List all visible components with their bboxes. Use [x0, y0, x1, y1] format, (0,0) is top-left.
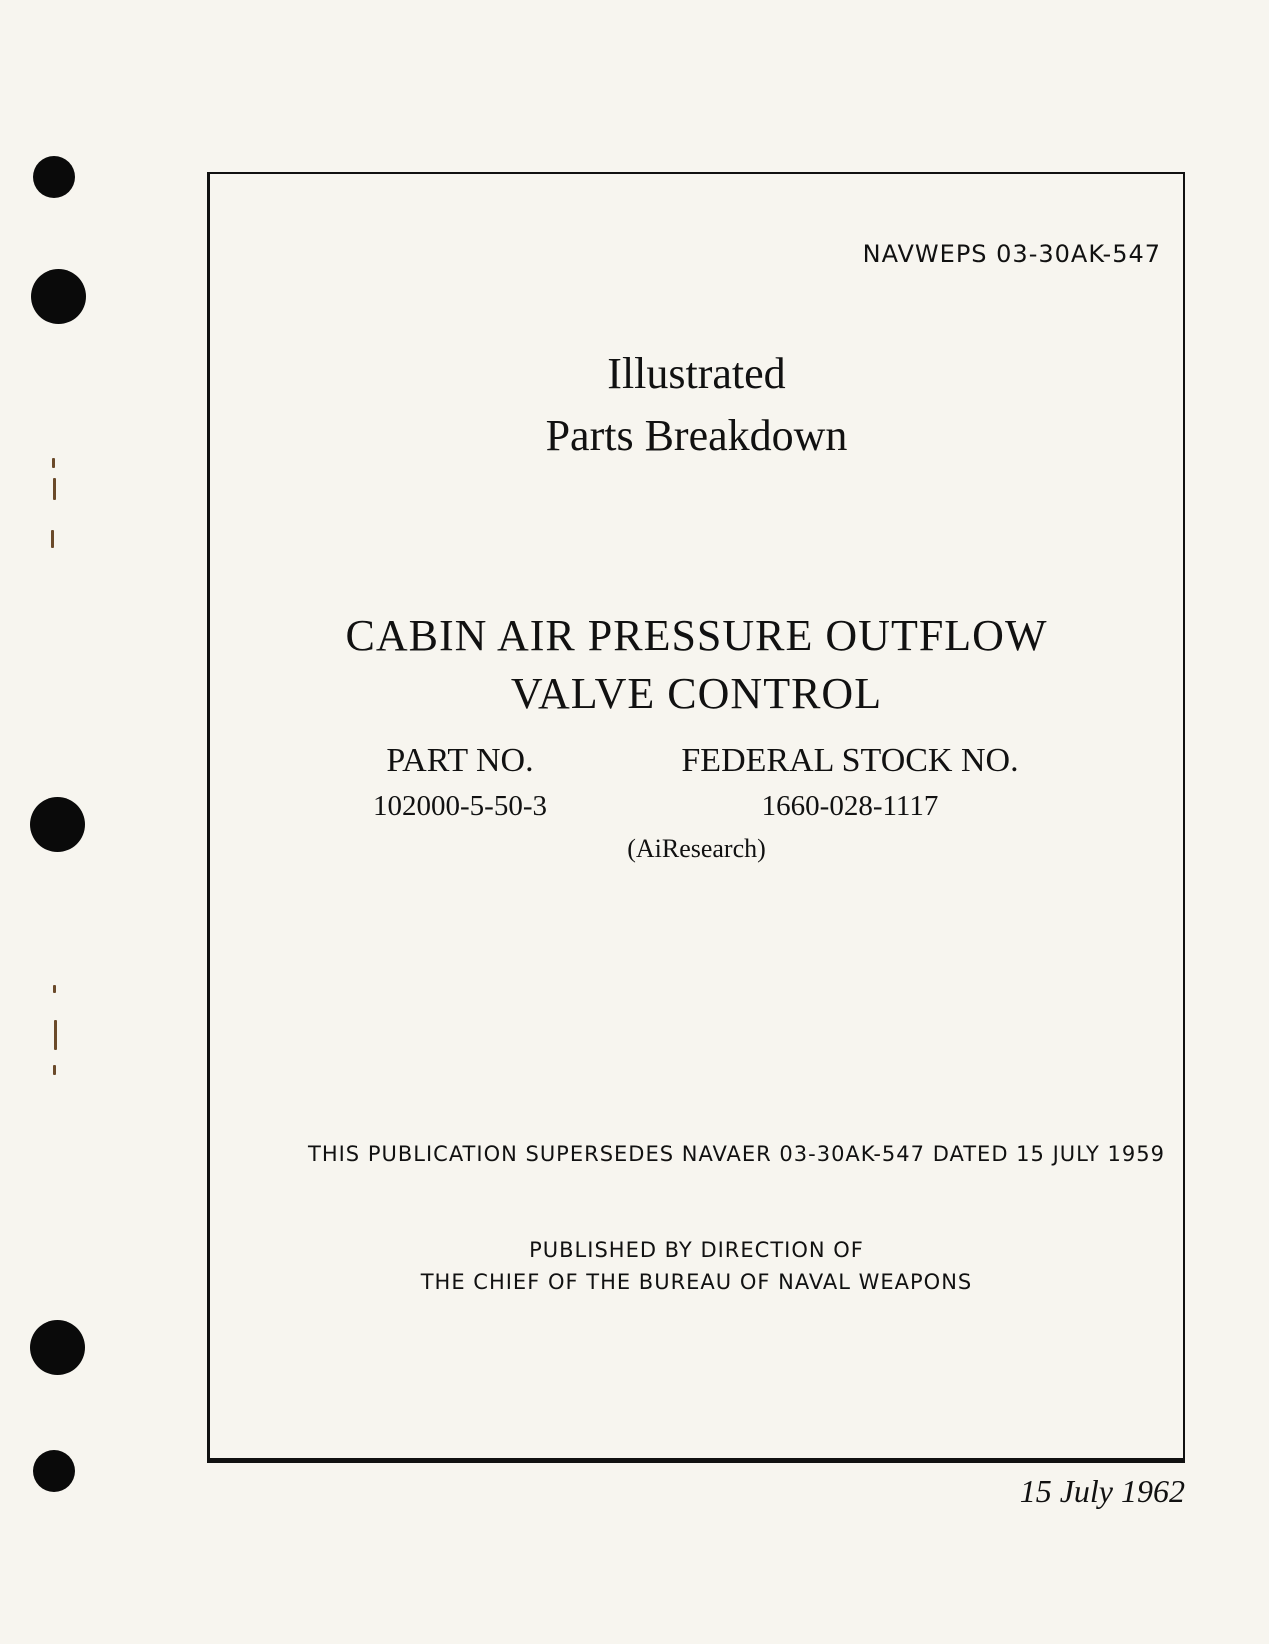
- paper-mark: [53, 985, 56, 993]
- part-number-block: [340, 742, 580, 823]
- binder-punch-hole: [30, 1320, 85, 1375]
- title-line-1: Illustrated: [607, 349, 786, 398]
- paper-mark: [51, 530, 54, 548]
- publication-authority: [210, 1234, 1183, 1298]
- paper-mark: [53, 478, 56, 500]
- paper-mark: [53, 1065, 56, 1075]
- binder-punch-hole: [33, 1450, 75, 1492]
- paper-mark: [52, 458, 55, 468]
- publication-authority-line-1: PUBLISHED BY DIRECTION OF: [529, 1238, 864, 1262]
- manufacturer-name: (AiResearch): [627, 834, 766, 863]
- cover-frame: [207, 172, 1185, 1463]
- federal-stock-block: [660, 742, 1040, 823]
- subject-line-1: CABIN AIR PRESSURE OUTFLOW: [345, 611, 1048, 660]
- part-number-value: 102000-5-50-3: [373, 790, 547, 822]
- document-number: NAVWEPS 03-30AK-547: [862, 240, 1161, 268]
- supersedes-notice: THIS PUBLICATION SUPERSEDES NAVAER 03-30AK-547 DATED 15 JULY 1959: [308, 1142, 1165, 1166]
- issue-date: 15 July 1962: [1019, 1473, 1185, 1509]
- federal-stock-value: 1660-028-1117: [761, 790, 939, 822]
- part-number-label: PART NO.: [386, 742, 534, 779]
- federal-stock-label: FEDERAL STOCK NO.: [681, 742, 1019, 779]
- title-line-2: Parts Breakdown: [545, 411, 848, 460]
- publication-authority-line-2: THE CHIEF OF THE BUREAU OF NAVAL WEAPONS: [420, 1270, 973, 1294]
- paper-mark: [54, 1020, 57, 1050]
- subject-line-2: VALVE CONTROL: [510, 669, 883, 718]
- binder-punch-hole: [31, 269, 86, 324]
- binder-punch-hole: [30, 797, 85, 852]
- binder-punch-hole: [33, 156, 75, 198]
